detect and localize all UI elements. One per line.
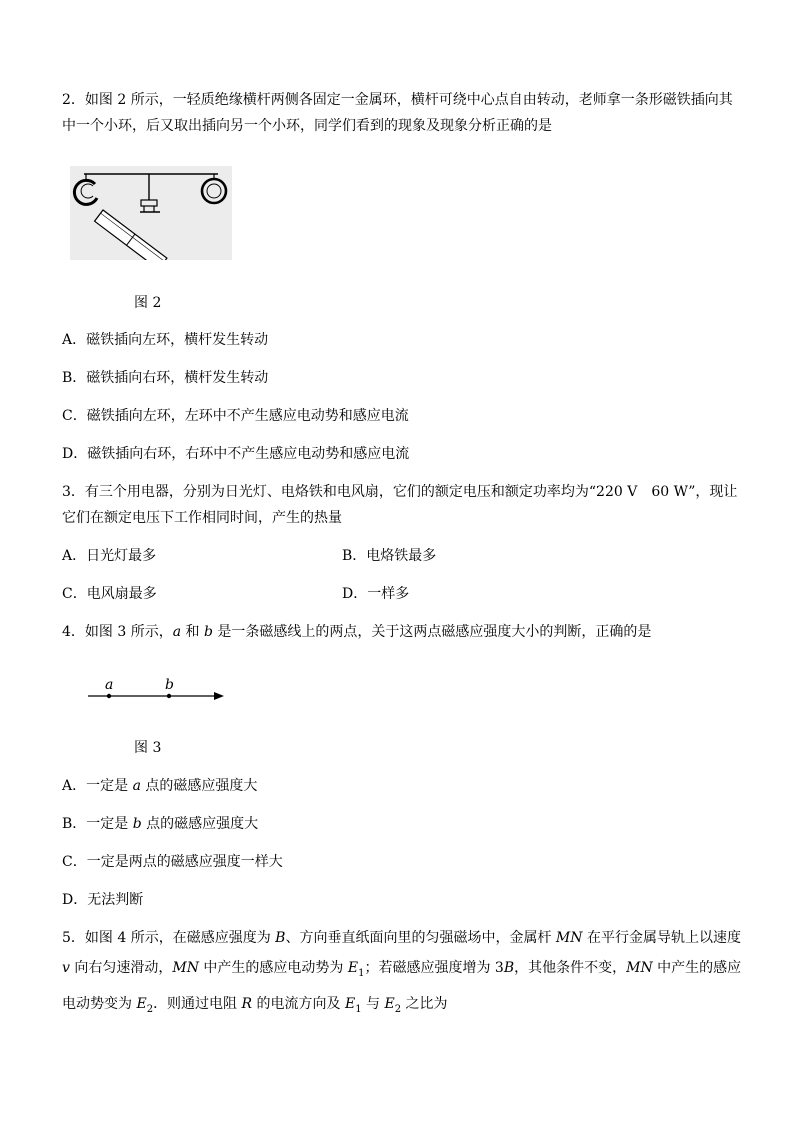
q3-stem-line1: 3．有三个用电器，分别为日光灯、电烙铁和电风扇，它们的额定电压和额定功率均为“220 V 60 W”，现让 — [62, 484, 738, 500]
q3-option-a: A．日光灯最多 — [62, 548, 157, 564]
q4-option-c: C．一定是两点的磁感应强度一样大 — [62, 854, 283, 870]
q4-var-a: a — [172, 624, 182, 640]
figure-3-label-b: b — [165, 677, 174, 693]
q4-var-b: b — [203, 624, 213, 640]
figure-3-label-a: a — [105, 677, 114, 693]
q2-stem-line1: 2．如图 2 所示，一轻质绝缘横杆两侧各固定一金属环，横杆可绕中心点自由转动，老师拿一条形磁铁插向其 — [62, 92, 733, 108]
q3-option-d: D．一样多 — [342, 586, 410, 602]
q3-option-c: C．电风扇最多 — [62, 586, 157, 602]
q4-stem — [62, 622, 651, 642]
q4-option-d: D．无法判断 — [62, 892, 144, 908]
q2-option-c: C．磁铁插向左环，左环中不产生感应电动势和感应电流 — [62, 408, 409, 424]
q4-and: 和 — [181, 624, 204, 640]
q4-option-b: B．一定是 b 点的磁感应强度大 — [62, 816, 259, 832]
q4-stem-post: 是一条磁感线上的两点，关于这两点磁感应强度大小的判断，正确的是 — [212, 624, 652, 640]
q4-stem-pre: 4．如图 3 所示， — [62, 624, 173, 640]
figure-3-caption: 图 3 — [134, 740, 162, 756]
q5-line1: 5．如图 4 所示，在磁感应强度为 B、方向垂直纸面向里的匀强磁场中，金属杆 MN 在平行金属导轨上以速度 — [62, 930, 741, 946]
q5-line3: 电动势变为 $E_2$．则通过电阻 R 的电流方向及 $E_1$ 与 $E_2$ 之比为 — [62, 996, 448, 1015]
figure-2-caption: 图 2 — [134, 295, 162, 311]
q2-option-d: D．磁铁插向右环，右环中不产生感应电动势和感应电流 — [62, 446, 410, 462]
q4-option-a: A．一定是 a 点的磁感应强度大 — [62, 778, 258, 794]
q3-stem-line2: 它们在额定电压下工作相同时间，产生的热量 — [62, 510, 342, 526]
q3-option-b: B．电烙铁最多 — [342, 548, 437, 564]
q2-option-a: A．磁铁插向左环，横杆发生转动 — [62, 332, 269, 348]
q2-stem-line2: 中一个小环，后又取出插向另一个小环，同学们看到的现象及现象分析正确的是 — [62, 118, 552, 134]
q5-line2: v 向右匀速滑动，MN 中产生的感应电动势为 $E_1$；若磁感应强度增为 3B，其他条件不变，MN 中产生的感应 — [62, 960, 742, 979]
q2-option-b: B．磁铁插向右环，横杆发生转动 — [62, 370, 269, 386]
figure-2-rotating-bar — [70, 166, 232, 260]
